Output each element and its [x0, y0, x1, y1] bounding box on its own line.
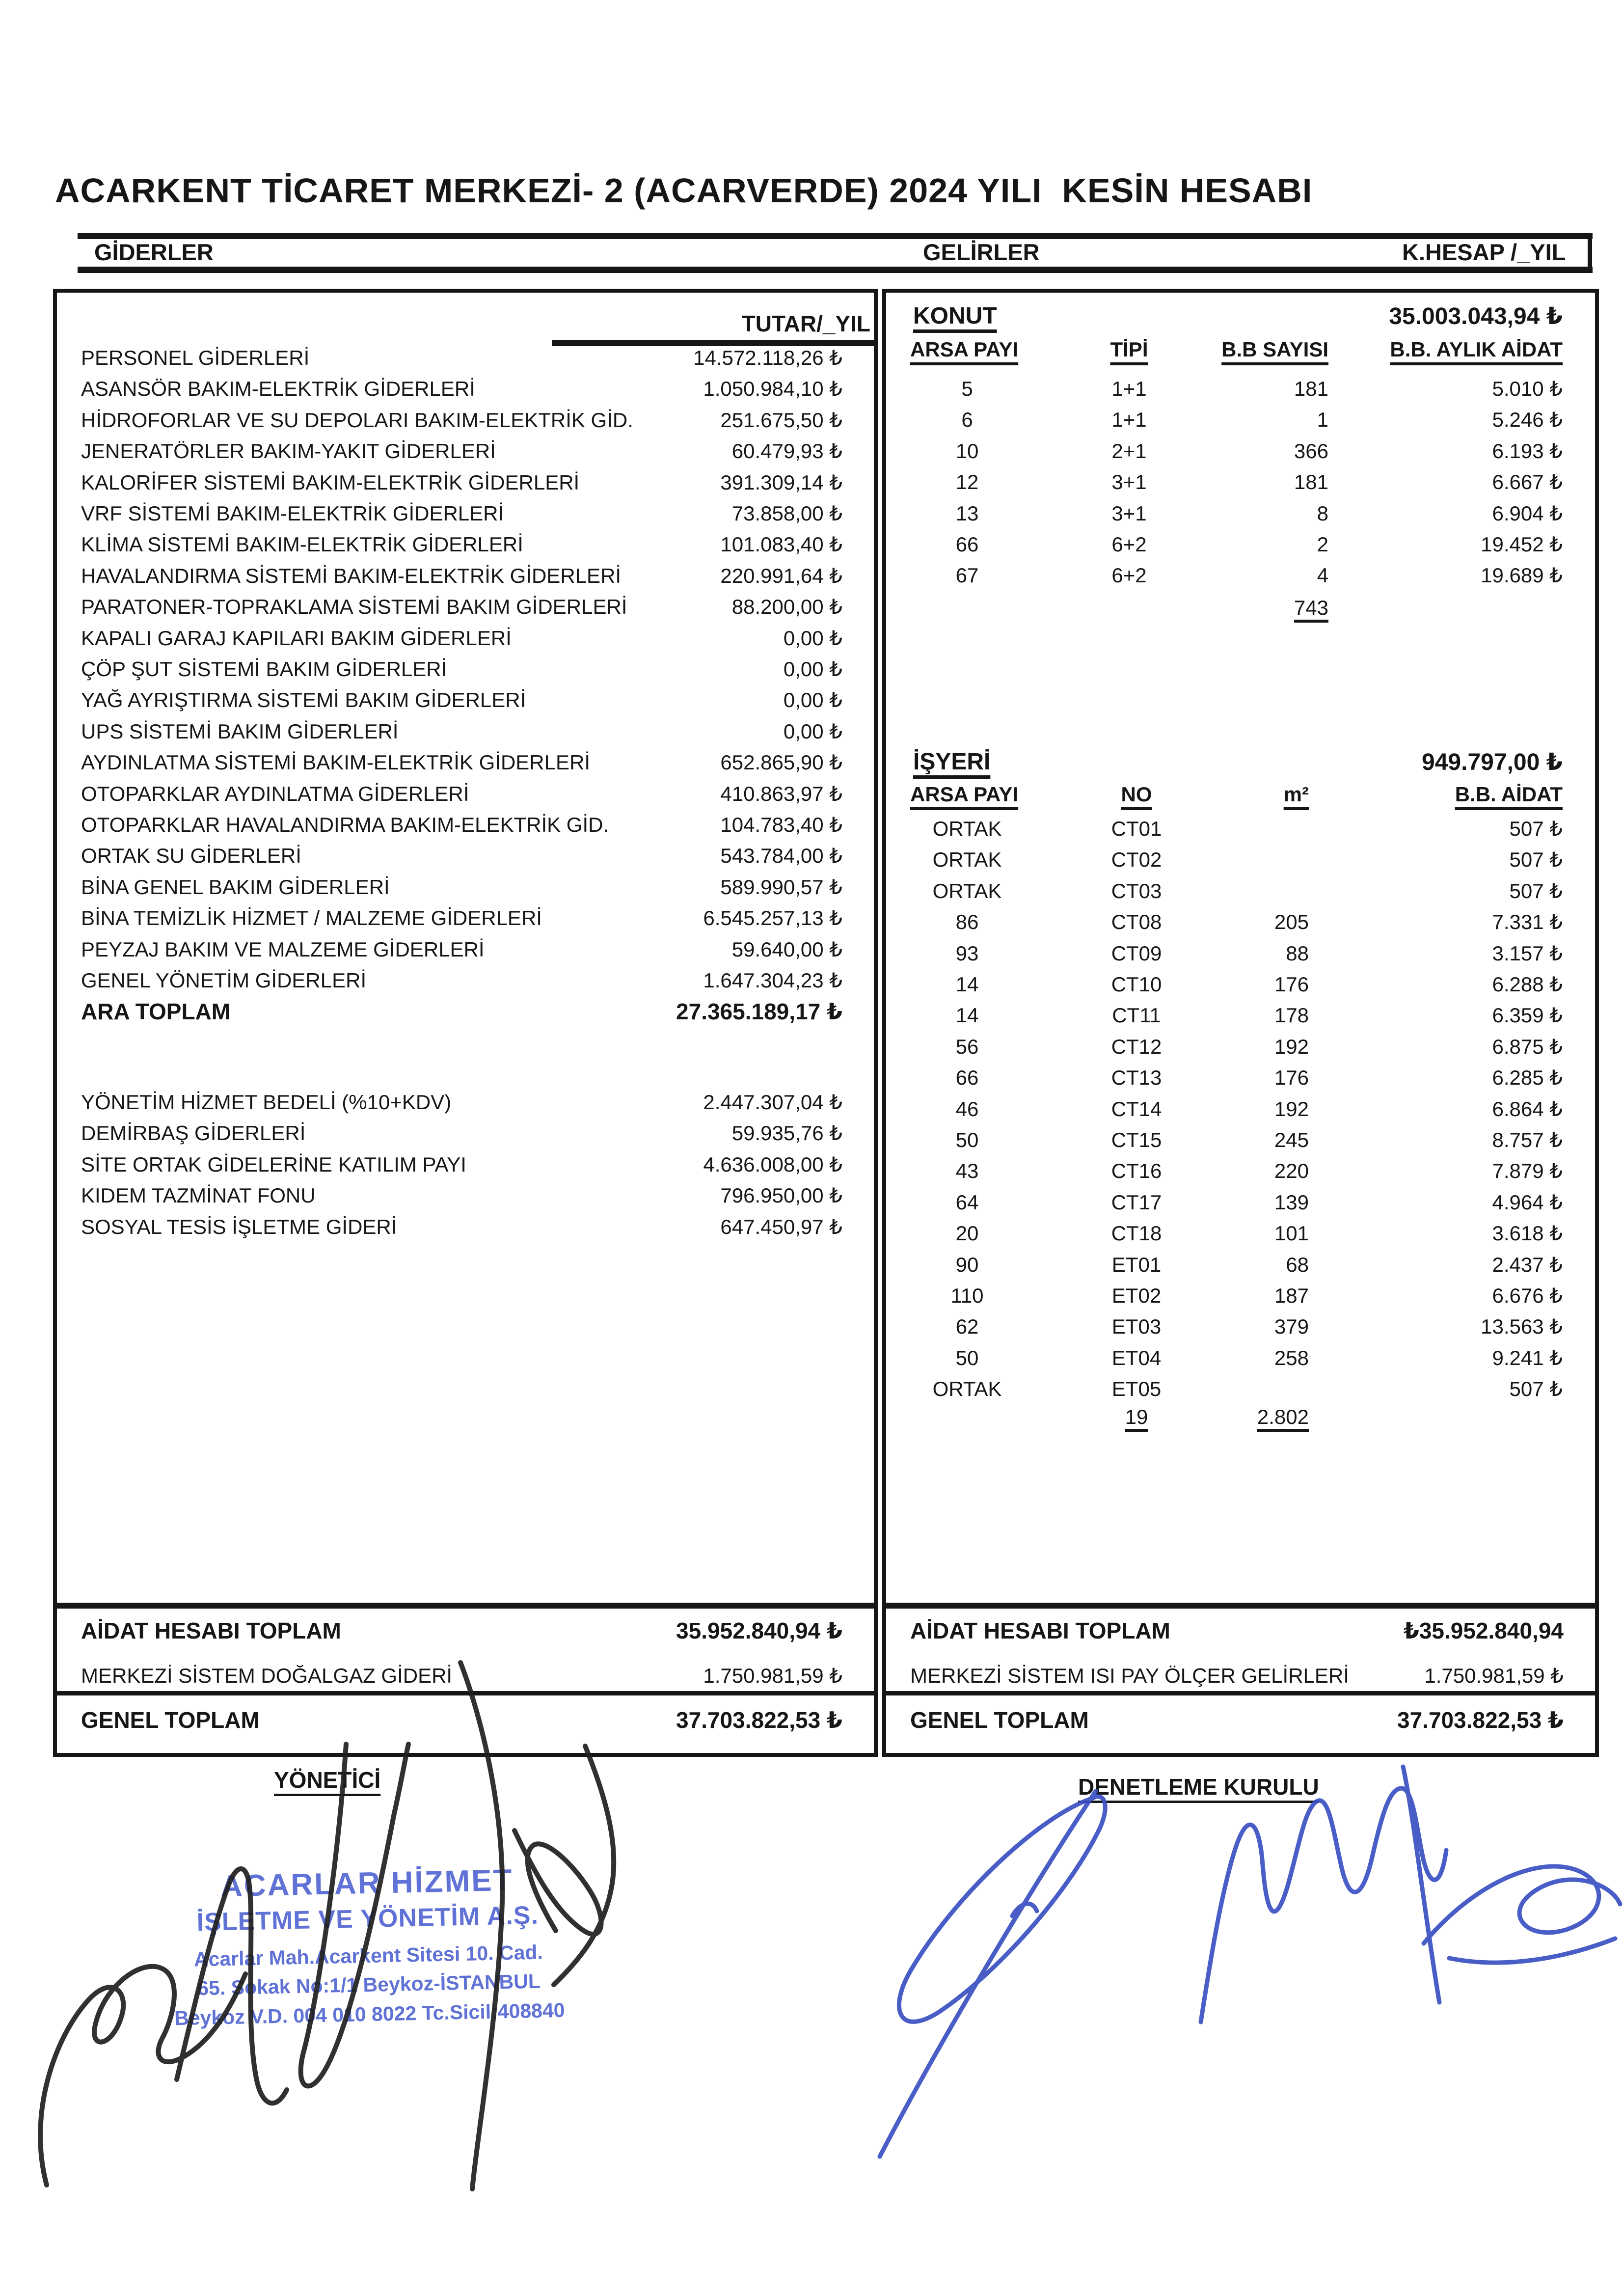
- expense-amount: 104.783,40 ₺: [720, 813, 842, 836]
- konut-arsa-payi: 5: [961, 377, 973, 400]
- expense-amount: 796.950,00 ₺: [720, 1184, 842, 1207]
- expense-label: MERKEZİ SİSTEM ISI PAY ÖLÇER GELİRLERİ: [910, 1664, 1349, 1687]
- expense-label: HAVALANDIRMA SİSTEMİ BAKIM-ELEKTRİK GİDERLERİ: [81, 564, 622, 587]
- konut-bb-sayisi-total: 743: [1294, 596, 1328, 619]
- isyeri-arsa-payi: ORTAK: [932, 879, 1002, 902]
- isyeri-bb-aidat: 6.285 ₺: [1492, 1066, 1563, 1090]
- isyeri-row: [886, 814, 1595, 844]
- konut-arsa-payi: 66: [955, 533, 979, 556]
- expense-label: SİTE ORTAK GİDELERİNE KATILIM PAYI: [81, 1152, 466, 1176]
- isyeri-arsa-payi: 50: [955, 1128, 979, 1151]
- konut-section-total: 35.003.043,94 ₺: [1389, 303, 1563, 329]
- isyeri-arsa-payi: 62: [955, 1315, 979, 1339]
- isyeri-row: [886, 1063, 1595, 1093]
- isyeri-bb-aidat: 2.437 ₺: [1492, 1253, 1563, 1276]
- header-band-top-rule: [78, 233, 1593, 239]
- isyeri-no: CT02: [1111, 848, 1162, 872]
- audit-board-signatures-ink: [880, 1767, 1620, 2157]
- expense-label: GENEL TOPLAM: [910, 1707, 1089, 1733]
- expense-label: PERSONEL GİDERLERİ: [81, 346, 310, 369]
- konut-col-aylik-aidat: B.B. AYLIK AİDAT: [1390, 338, 1563, 361]
- isyeri-no: CT08: [1111, 910, 1162, 934]
- isyeri-no: CT15: [1111, 1128, 1162, 1151]
- isyeri-bb-aidat: 6.875 ₺: [1492, 1035, 1563, 1058]
- isyeri-no: CT14: [1111, 1097, 1162, 1121]
- isyeri-no: CT11: [1112, 1004, 1161, 1027]
- expense-row: [886, 1615, 1595, 1646]
- isyeri-no: CT03: [1111, 879, 1162, 902]
- konut-row: [886, 467, 1595, 497]
- isyeri-row: [886, 1374, 1595, 1404]
- expense-label: KLİMA SİSTEMİ BAKIM-ELEKTRİK GİDERLERİ: [81, 533, 523, 556]
- header-band-right-tick: [1588, 233, 1592, 273]
- stamp-line-1: ACARLAR HİZMET: [220, 1863, 514, 1904]
- expense-label: HİDROFORLAR VE SU DEPOLARI BAKIM-ELEKTRİK GİD.: [81, 408, 633, 432]
- isyeri-bb-aidat: 6.359 ₺: [1492, 1004, 1563, 1027]
- expense-label: AİDAT HESABI TOPLAM: [81, 1618, 341, 1643]
- expense-row: [57, 374, 874, 404]
- konut-tipi: 1+1: [1111, 377, 1147, 400]
- isyeri-arsa-payi: 46: [955, 1097, 979, 1121]
- isyeri-total-row: [886, 1402, 1595, 1432]
- konut-bb-sayisi: 4: [1317, 564, 1328, 587]
- expense-label: YÖNETİM HİZMET BEDELİ (%10+KDV): [81, 1091, 452, 1114]
- expense-amount: 543.784,00 ₺: [720, 844, 842, 868]
- konut-col-arsa-payi: ARSA PAYI: [910, 338, 1019, 361]
- expense-row: [57, 747, 874, 778]
- expense-amount: 220.991,64 ₺: [720, 564, 842, 587]
- expense-amount: 0,00 ₺: [783, 719, 842, 743]
- isyeri-m2: 88: [1286, 941, 1309, 965]
- expense-label: ORTAK SU GİDERLERİ: [81, 844, 301, 868]
- stamp-line-5: Beykoz V.D. 004 010 8022 Tc.Sicil:408840: [174, 1998, 565, 2029]
- isyeri-no-total: 19: [1125, 1405, 1148, 1428]
- isyeri-arsa-payi: 43: [955, 1159, 979, 1183]
- isyeri-m2: 178: [1274, 1004, 1309, 1027]
- expense-label: PARATONER-TOPRAKLAMA SİSTEMİ BAKIM GİDERLERİ: [81, 595, 627, 619]
- expense-row: [57, 996, 874, 1027]
- isyeri-bb-aidat: 507 ₺: [1509, 848, 1563, 872]
- expense-label: MERKEZİ SİSTEM DOĞALGAZ GİDERİ: [81, 1664, 453, 1687]
- expense-label: DEMİRBAŞ GİDERLERİ: [81, 1121, 306, 1145]
- expense-amount: 27.365.189,17 ₺: [676, 999, 842, 1025]
- column-header-gelirler: GELİRLER: [923, 239, 1040, 265]
- expense-amount: 2.447.307,04 ₺: [703, 1091, 842, 1114]
- konut-row: [886, 437, 1595, 466]
- expense-label: BİNA GENEL BAKIM GİDERLERİ: [81, 875, 390, 899]
- expense-label: VRF SİSTEMİ BAKIM-ELEKTRİK GİDERLERİ: [81, 502, 504, 525]
- isyeri-col-m2: m²: [1283, 783, 1309, 806]
- isyeri-col-arsa-payi: ARSA PAYI: [910, 783, 1019, 806]
- isyeri-no: CT09: [1111, 941, 1162, 965]
- expense-row: [886, 1705, 1595, 1735]
- expense-label: AİDAT HESABI TOPLAM: [910, 1618, 1170, 1643]
- isyeri-row: [886, 845, 1595, 875]
- expense-row: [57, 561, 874, 591]
- expense-amount: 4.636.008,00 ₺: [703, 1152, 842, 1176]
- konut-bb-sayisi: 1: [1317, 408, 1328, 432]
- expense-row: [57, 1118, 874, 1148]
- isyeri-section-total: 949.797,00 ₺: [1422, 749, 1563, 775]
- konut-total-row: [886, 593, 1595, 623]
- expense-label: OTOPARKLAR AYDINLATMA GİDERLERİ: [81, 782, 469, 805]
- konut-arsa-payi: 13: [955, 501, 979, 525]
- konut-aylik-aidat: 6.667 ₺: [1492, 470, 1563, 494]
- expense-amount: 73.858,00 ₺: [731, 502, 842, 525]
- expense-row: [57, 1705, 874, 1735]
- isyeri-row: [886, 1250, 1595, 1280]
- expense-amount: 59.935,76 ₺: [731, 1121, 842, 1145]
- isyeri-m2: 187: [1274, 1284, 1309, 1307]
- isyeri-row: [886, 1094, 1595, 1124]
- expense-amount: 59.640,00 ₺: [731, 937, 842, 961]
- isyeri-m2: 245: [1274, 1128, 1309, 1151]
- konut-tipi: 6+2: [1111, 533, 1147, 556]
- expense-row: [57, 779, 874, 809]
- isyeri-m2-total: 2.802: [1257, 1405, 1309, 1428]
- totals-mid-rule: [57, 1691, 874, 1695]
- expense-row: [57, 1661, 874, 1691]
- isyeri-arsa-payi: 50: [955, 1346, 979, 1369]
- isyeri-row: [886, 1312, 1595, 1341]
- isyeri-bb-aidat: 4.964 ₺: [1492, 1190, 1563, 1214]
- expense-row: [57, 903, 874, 933]
- konut-row: [886, 405, 1595, 435]
- konut-tipi: 6+2: [1111, 564, 1147, 587]
- isyeri-bb-aidat: 8.757 ₺: [1492, 1128, 1563, 1151]
- expense-row: [57, 1212, 874, 1242]
- isyeri-arsa-payi: 66: [955, 1066, 979, 1090]
- expense-amount: 589.990,57 ₺: [720, 875, 842, 899]
- isyeri-bb-aidat: 7.331 ₺: [1492, 910, 1563, 934]
- stamp-line-3: Acarlar Mah.Acarkent Sitesi 10. Cad.: [193, 1941, 543, 1971]
- expense-row: [57, 934, 874, 965]
- expense-amount: 0,00 ₺: [783, 626, 842, 650]
- isyeri-row: [886, 1001, 1595, 1030]
- expense-amount: 1.050.984,10 ₺: [703, 377, 842, 401]
- isyeri-col-bb-aidat: B.B. AİDAT: [1455, 783, 1563, 806]
- expense-row: [57, 965, 874, 996]
- isyeri-m2: 176: [1274, 973, 1309, 996]
- column-header-giderler: GİDERLER: [94, 239, 214, 265]
- isyeri-arsa-payi: 56: [955, 1035, 979, 1058]
- isyeri-row: [886, 1032, 1595, 1062]
- konut-aylik-aidat: 5.010 ₺: [1492, 377, 1563, 400]
- expense-amount: 652.865,90 ₺: [720, 751, 842, 774]
- isyeri-m2: 220: [1274, 1159, 1309, 1183]
- expense-amount: 6.545.257,13 ₺: [703, 906, 842, 930]
- isyeri-bb-aidat: 9.241 ₺: [1492, 1346, 1563, 1369]
- expense-amount: 35.952.840,94 ₺: [676, 1618, 842, 1643]
- isyeri-no: ET05: [1111, 1377, 1162, 1401]
- isyeri-arsa-payi: 86: [955, 910, 979, 934]
- isyeri-m2: 192: [1274, 1035, 1309, 1058]
- isyeri-bb-aidat: 6.288 ₺: [1492, 973, 1563, 996]
- konut-bb-sayisi: 2: [1317, 533, 1328, 556]
- isyeri-bb-aidat: 507 ₺: [1509, 817, 1563, 840]
- konut-aylik-aidat: 6.904 ₺: [1492, 501, 1563, 525]
- isyeri-row: [886, 939, 1595, 968]
- isyeri-row: [886, 1156, 1595, 1186]
- isyeri-no: CT10: [1111, 973, 1162, 996]
- isyeri-arsa-payi: ORTAK: [932, 817, 1002, 840]
- expense-label: PEYZAJ BAKIM VE MALZEME GİDERLERİ: [81, 937, 485, 961]
- expense-amount: 1.750.981,59 ₺: [1424, 1664, 1564, 1687]
- isyeri-arsa-payi: 14: [955, 1004, 979, 1027]
- konut-arsa-payi: 12: [955, 470, 979, 494]
- expense-amount: 391.309,14 ₺: [720, 470, 842, 494]
- totals-top-rule: [57, 1603, 874, 1609]
- expense-label: YAĞ AYRIŞTIRMA SİSTEMİ BAKIM GİDERLERİ: [81, 688, 526, 712]
- expense-label: UPS SİSTEMİ BAKIM GİDERLERİ: [81, 719, 399, 743]
- stamp-line-4: 65. Sokak No:1/1 Beykoz-İSTANBUL: [197, 1969, 541, 2000]
- konut-arsa-payi: 67: [955, 564, 979, 587]
- expense-label: KIDEM TAZMİNAT FONU: [81, 1184, 316, 1207]
- isyeri-no: CT18: [1111, 1222, 1162, 1245]
- konut-arsa-payi: 6: [961, 408, 973, 432]
- konut-row: [886, 499, 1595, 528]
- isyeri-m2: 205: [1274, 910, 1309, 934]
- expense-amount: ₺35.952.840,94: [1403, 1618, 1564, 1643]
- expense-row: [57, 529, 874, 560]
- isyeri-no: CT01: [1111, 817, 1162, 840]
- expense-amount: 251.675,50 ₺: [720, 408, 842, 432]
- konut-bb-sayisi: 181: [1294, 377, 1328, 400]
- isyeri-m2: 258: [1274, 1346, 1309, 1369]
- konut-bb-sayisi: 181: [1294, 470, 1328, 494]
- isyeri-no: ET03: [1111, 1315, 1162, 1339]
- isyeri-bb-aidat: 3.157 ₺: [1492, 941, 1563, 965]
- expense-row: [57, 1149, 874, 1180]
- expense-amount: 647.450,97 ₺: [720, 1215, 842, 1238]
- isyeri-row: [886, 1343, 1595, 1373]
- expense-label: GENEL TOPLAM: [81, 1707, 260, 1733]
- konut-bb-sayisi: 366: [1294, 439, 1328, 463]
- expense-row: [57, 498, 874, 529]
- isyeri-arsa-payi: 93: [955, 941, 979, 965]
- expense-amount: 1.750.981,59 ₺: [703, 1664, 842, 1687]
- giderler-table-box: [53, 289, 878, 1757]
- expense-label: GENEL YÖNETİM GİDERLERİ: [81, 969, 367, 992]
- isyeri-m2: 68: [1286, 1253, 1309, 1276]
- expense-amount: 14.572.118,26 ₺: [693, 346, 842, 369]
- isyeri-col-no: NO: [1121, 783, 1152, 806]
- isyeri-m2: 101: [1274, 1222, 1309, 1245]
- konut-aylik-aidat: 5.246 ₺: [1492, 408, 1563, 432]
- expense-amount: 101.083,40 ₺: [720, 533, 842, 556]
- totals-mid-rule: [886, 1691, 1595, 1695]
- expense-row: [57, 343, 874, 373]
- konut-tipi: 3+1: [1111, 501, 1147, 525]
- expense-label: ÇÖP ŞUT SİSTEMİ BAKIM GİDERLERİ: [81, 657, 447, 681]
- isyeri-bb-aidat: 6.864 ₺: [1492, 1097, 1563, 1121]
- expense-row: [57, 685, 874, 715]
- expense-row: [57, 467, 874, 498]
- expense-row: [57, 436, 874, 466]
- isyeri-row: [886, 1188, 1595, 1217]
- column-header-khesap-yil: K.HESAP /_YIL: [1402, 239, 1566, 265]
- expense-row: [57, 623, 874, 654]
- expense-label: KALORİFER SİSTEMİ BAKIM-ELEKTRİK GİDERLERİ: [81, 470, 580, 494]
- konut-row: [886, 374, 1595, 404]
- expense-amount: 37.703.822,53 ₺: [1397, 1707, 1564, 1733]
- konut-col-bb-sayisi: B.B SAYISI: [1221, 338, 1328, 361]
- expense-label: SOSYAL TESİS İŞLETME GİDERİ: [81, 1215, 397, 1238]
- isyeri-no: CT16: [1111, 1159, 1162, 1183]
- denetleme-kurulu-heading: DENETLEME KURULU: [1078, 1774, 1319, 1800]
- isyeri-no: ET01: [1111, 1253, 1162, 1276]
- expense-row: [57, 592, 874, 622]
- expense-label: OTOPARKLAR HAVALANDIRMA BAKIM-ELEKTRİK GİD.: [81, 813, 609, 836]
- isyeri-no: CT12: [1111, 1035, 1162, 1058]
- isyeri-no: CT13: [1111, 1066, 1162, 1090]
- isyeri-arsa-payi: 110: [950, 1284, 984, 1307]
- isyeri-arsa-payi: ORTAK: [932, 848, 1002, 872]
- konut-tipi: 1+1: [1111, 408, 1147, 432]
- expense-row: [57, 872, 874, 902]
- expense-amount: 60.479,93 ₺: [731, 439, 842, 463]
- isyeri-section-title: İŞYERİ: [913, 749, 991, 775]
- isyeri-no: ET04: [1111, 1346, 1162, 1369]
- expense-row: [57, 405, 874, 436]
- konut-aylik-aidat: 6.193 ₺: [1492, 439, 1563, 463]
- isyeri-m2: 192: [1274, 1097, 1309, 1121]
- isyeri-no: CT17: [1111, 1190, 1162, 1214]
- isyeri-bb-aidat: 3.618 ₺: [1492, 1222, 1563, 1245]
- isyeri-row: [886, 1125, 1595, 1155]
- expense-label: ARA TOPLAM: [81, 999, 231, 1025]
- expense-row: [57, 716, 874, 747]
- expense-row: [57, 1180, 874, 1211]
- konut-row: [886, 561, 1595, 590]
- expense-row: [57, 654, 874, 684]
- isyeri-m2: 139: [1274, 1190, 1309, 1214]
- expense-label: KAPALI GARAJ KAPILARI BAKIM GİDERLERİ: [81, 626, 512, 650]
- totals-top-rule: [886, 1603, 1595, 1609]
- expense-row: [886, 1661, 1595, 1691]
- konut-bb-sayisi: 8: [1317, 501, 1328, 525]
- expense-row: [57, 810, 874, 840]
- isyeri-bb-aidat: 7.879 ₺: [1492, 1159, 1563, 1183]
- expense-amount: 1.647.304,23 ₺: [703, 969, 842, 992]
- expense-amount: 88.200,00 ₺: [731, 595, 842, 619]
- expense-amount: 410.863,97 ₺: [720, 782, 842, 805]
- yonetici-heading: YÖNETİCİ: [274, 1767, 381, 1793]
- header-band-bottom-rule: [78, 267, 1593, 273]
- isyeri-bb-aidat: 507 ₺: [1509, 1377, 1563, 1401]
- konut-aylik-aidat: 19.689 ₺: [1481, 564, 1563, 587]
- stamp-line-2: İŞLETME VE YÖNETİM A.Ş.: [196, 1901, 539, 1937]
- isyeri-row: [886, 907, 1595, 937]
- expense-row: [57, 841, 874, 871]
- isyeri-bb-aidat: 6.676 ₺: [1492, 1284, 1563, 1307]
- konut-aylik-aidat: 19.452 ₺: [1481, 533, 1563, 556]
- konut-col-tipi: TİPİ: [1110, 338, 1148, 361]
- isyeri-arsa-payi: ORTAK: [932, 1377, 1002, 1401]
- isyeri-row: [886, 1281, 1595, 1311]
- isyeri-arsa-payi: 20: [955, 1222, 979, 1245]
- amount-column-header: TUTAR/_YIL: [741, 311, 870, 336]
- gelirler-table-box: [882, 289, 1599, 1757]
- page-title: ACARKENT TİCARET MERKEZİ- 2 (ACARVERDE) 2024 YILI KESİN HESABI: [55, 171, 1313, 210]
- expense-label: JENERATÖRLER BAKIM-YAKIT GİDERLERİ: [81, 439, 496, 463]
- konut-row: [886, 530, 1595, 559]
- isyeri-m2: 176: [1274, 1066, 1309, 1090]
- expense-label: ASANSÖR BAKIM-ELEKTRİK GİDERLERİ: [81, 377, 475, 401]
- expense-row: [57, 1087, 874, 1118]
- expense-row: [57, 1615, 874, 1646]
- konut-tipi: 2+1: [1111, 439, 1147, 463]
- isyeri-arsa-payi: 64: [955, 1190, 979, 1214]
- konut-section-title: KONUT: [913, 303, 997, 329]
- isyeri-arsa-payi: 14: [955, 973, 979, 996]
- expense-amount: 0,00 ₺: [783, 657, 842, 681]
- isyeri-arsa-payi: 90: [955, 1253, 979, 1276]
- isyeri-m2: 379: [1274, 1315, 1309, 1339]
- company-stamp: [146, 1861, 591, 2034]
- expense-amount: 0,00 ₺: [783, 688, 842, 712]
- expense-label: AYDINLATMA SİSTEMİ BAKIM-ELEKTRİK GİDERLERİ: [81, 751, 590, 774]
- konut-arsa-payi: 10: [955, 439, 979, 463]
- isyeri-no: ET02: [1111, 1284, 1162, 1307]
- isyeri-row: [886, 876, 1595, 906]
- isyeri-bb-aidat: 13.563 ₺: [1481, 1315, 1563, 1339]
- expense-amount: 37.703.822,53 ₺: [676, 1707, 842, 1733]
- isyeri-row: [886, 1219, 1595, 1248]
- isyeri-bb-aidat: 507 ₺: [1509, 879, 1563, 902]
- konut-tipi: 3+1: [1111, 470, 1147, 494]
- expense-label: BİNA TEMİZLİK HİZMET / MALZEME GİDERLERİ: [81, 906, 542, 930]
- isyeri-row: [886, 970, 1595, 999]
